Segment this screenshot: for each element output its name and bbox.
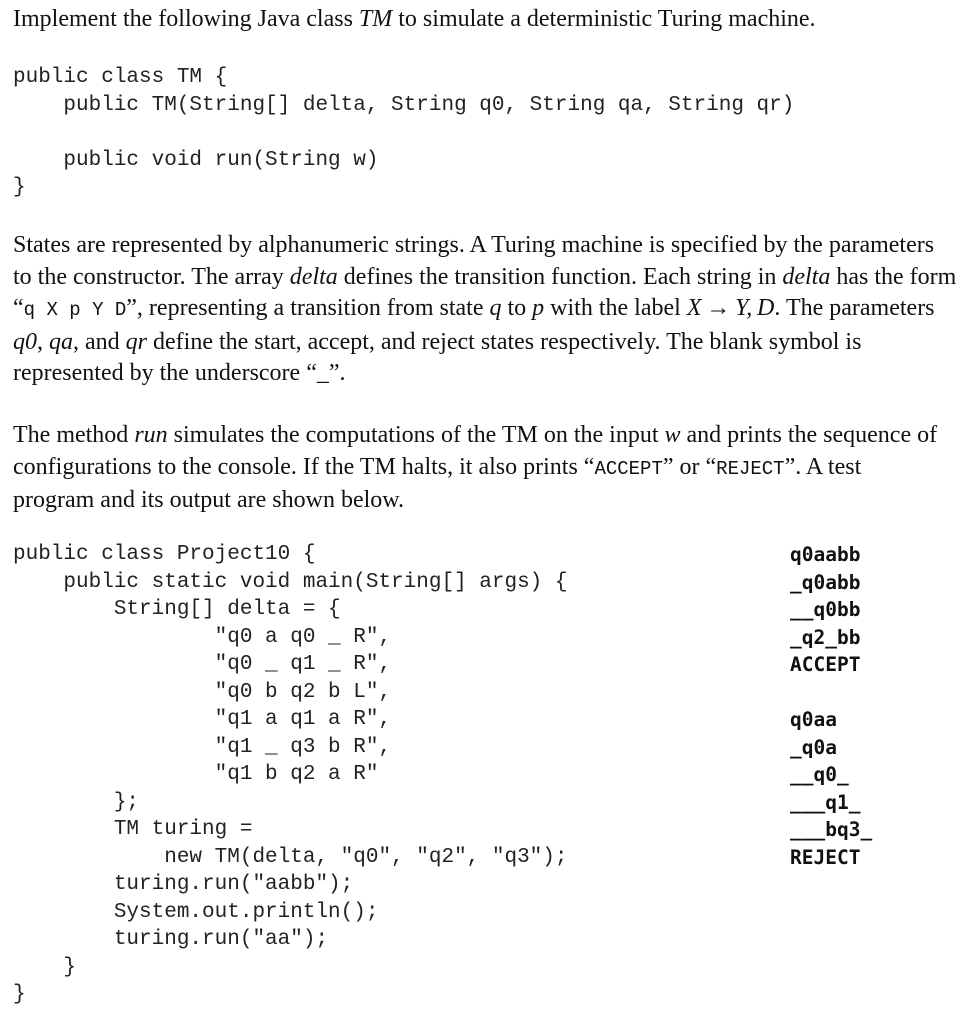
description-paragraph: States are represented by alphanumeric strings. A Turing machine is specified by the parameters to the constructor. The array delta defines the transition function. Each string in delta has the form “q X p Y D”, representing a transition from state q to p with the label X → Y, D. The parameters q0, qa, and qr define the start, accept, and reject states respectively. The blank symbol is represented by the underscore “_”. (13, 232, 957, 386)
code-line: turing.run("aa"); (13, 928, 329, 951)
intro-prefix: Implement the following Java class (13, 6, 359, 32)
output-line: q0aa (790, 708, 837, 731)
code-line: } (13, 983, 26, 1006)
output-line: REJECT (790, 845, 861, 869)
code-line: System.out.println(); (13, 900, 379, 924)
output-line: __q0bb (790, 598, 861, 621)
code-line: public TM(String[] delta, String q0, String qa, String qr) (13, 93, 795, 117)
output-line: ___bq3_ (790, 818, 873, 841)
code-line: "q0 a q0 _ R", (13, 625, 392, 649)
output-line: __q0_ (790, 763, 849, 786)
output-line: _q0abb (790, 570, 861, 594)
code-line: public void run(String w) (13, 148, 379, 172)
code-line: } (13, 955, 77, 979)
code-line: public class TM { (13, 66, 228, 89)
code-line: public static void main(String[] args) { (13, 570, 568, 594)
code-line: "q1 a q1 a R", (13, 708, 392, 731)
code-line: "q0 _ q1 _ R", (13, 653, 392, 676)
code-line: public class Project10 { (13, 543, 316, 566)
code-line: }; (13, 790, 140, 814)
transition-label: X → Y, D (686, 295, 775, 321)
class-name: TM (358, 6, 393, 32)
code-line: "q1 b q2 a R" (13, 763, 379, 786)
intro-suffix: to simulate a deterministic Turing machine. (392, 6, 816, 32)
console-output-aabb (790, 541, 860, 679)
transition-form: q X p Y D (23, 299, 127, 321)
code-line: new TM(delta, "q0", "q2", "q3"); (13, 845, 568, 869)
output-line: _q0a (790, 735, 837, 759)
code-line: } (13, 176, 26, 199)
intro-text (13, 4, 816, 36)
code-line: turing.run("aabb"); (13, 873, 354, 896)
code-line: TM turing = (13, 818, 253, 841)
output-line: ___q1_ (790, 790, 861, 814)
output-line: _q2_bb (790, 625, 861, 649)
console-output-aa (790, 706, 872, 871)
code-line: "q0 b q2 b L", (13, 680, 392, 704)
code-line: String[] delta = { (13, 598, 341, 621)
code-line: "q1 _ q3 b R", (13, 735, 392, 759)
test-program-code (13, 541, 568, 1009)
code-line (13, 119, 794, 147)
run-method-paragraph: The method run simulates the computations of the TM on the input w and prints the sequence of configurations to the console. If the TM halts, it also prints “ACCEPT” or “REJECT”. A test program and its output are shown below. (13, 422, 938, 513)
output-line: q0aabb (790, 543, 861, 566)
class-code-block (13, 64, 794, 202)
output-line: ACCEPT (790, 653, 861, 676)
